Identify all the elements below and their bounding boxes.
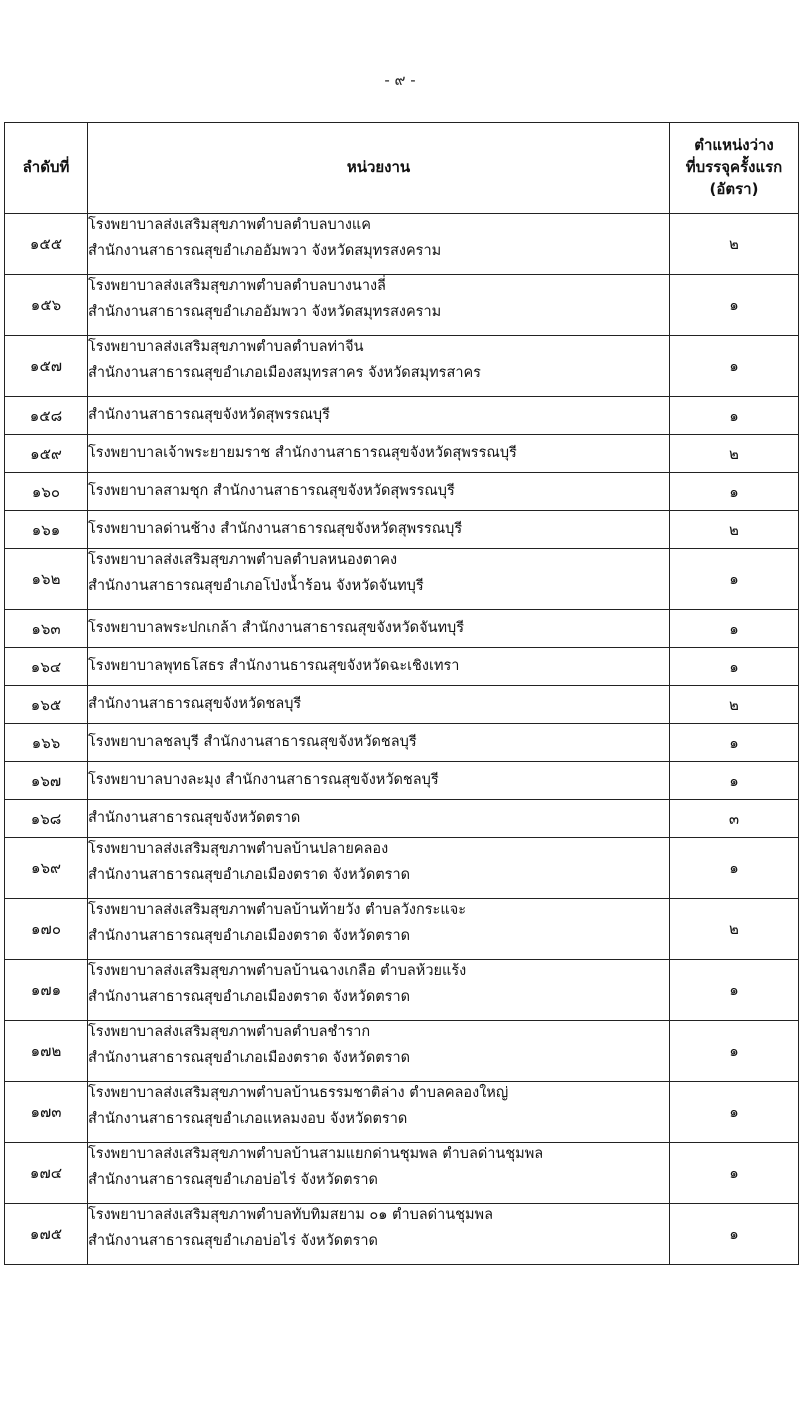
table-row bbox=[5, 336, 799, 397]
unit-name-line: โรงพยาบาลส่งเสริมสุขภาพตำบลทับทิมสยาม ๐๑ ตำบลด่านชุมพล bbox=[88, 1207, 493, 1223]
row-order-number: ๑๖๖ bbox=[5, 724, 88, 762]
unit-name-line: สำนักงานสาธารณสุขอำเภอโป่งน้ำร้อน จังหวัดจันทบุรี bbox=[88, 578, 424, 595]
row-unit-name bbox=[88, 899, 670, 960]
row-vacancy-count: ๑ bbox=[670, 336, 799, 397]
row-unit-name bbox=[88, 610, 670, 648]
row-unit-name bbox=[88, 1082, 670, 1143]
unit-name-line: โรงพยาบาลส่งเสริมสุขภาพตำบลบ้านฉางเกลือ ตำบลห้วยแร้ง bbox=[88, 963, 467, 979]
row-unit-name bbox=[88, 397, 670, 435]
vacancy-table bbox=[4, 122, 799, 1265]
unit-name-line: สำนักงานสาธารณสุขอำเภอเมืองตราด จังหวัดตราด bbox=[88, 1050, 411, 1067]
unit-name-line: โรงพยาบาลส่งเสริมสุขภาพตำบลบ้านธรรมชาติล่าง ตำบลคลองใหญ่ bbox=[88, 1085, 509, 1101]
row-unit-name bbox=[88, 214, 670, 275]
row-order-number: ๑๕๕ bbox=[5, 214, 88, 275]
row-vacancy-count: ๑ bbox=[670, 960, 799, 1021]
row-vacancy-count: ๑ bbox=[670, 275, 799, 336]
table-row bbox=[5, 549, 799, 610]
row-order-number: ๑๕๗ bbox=[5, 336, 88, 397]
unit-name-line: โรงพยาบาลส่งเสริมสุขภาพตำบลตำบลบางแค bbox=[88, 217, 371, 233]
unit-name-line: โรงพยาบาลส่งเสริมสุขภาพตำบลบ้านสามแยกด่านชุมพล ตำบลด่านชุมพล bbox=[88, 1146, 544, 1162]
row-order-number: ๑๕๖ bbox=[5, 275, 88, 336]
unit-name-line: สำนักงานสาธารณสุขอำเภอเมืองตราด จังหวัดตราด bbox=[88, 989, 411, 1006]
row-vacancy-count: ๑ bbox=[670, 1021, 799, 1082]
row-order-number: ๑๖๒ bbox=[5, 549, 88, 610]
table-row bbox=[5, 960, 799, 1021]
unit-name-line: สำนักงานสาธารณสุขอำเภอเมืองตราด จังหวัดตราด bbox=[88, 928, 411, 945]
header-vacancy-line: ที่บรรจุครั้งแรก bbox=[685, 158, 783, 177]
unit-name-line: โรงพยาบาลบางละมุง สำนักงานสาธารณสุขจังหวัดชลบุรี bbox=[88, 772, 439, 789]
row-unit-name bbox=[88, 511, 670, 549]
unit-name-line: โรงพยาบาลส่งเสริมสุขภาพตำบลตำบลบางนางลี่ bbox=[88, 278, 386, 294]
unit-name-line: โรงพยาบาลพุทธโสธร สำนักงานธารณสุขจังหวัดฉะเชิงเทรา bbox=[88, 658, 460, 675]
row-order-number: ๑๖๗ bbox=[5, 762, 88, 800]
row-order-number: ๑๖๘ bbox=[5, 800, 88, 838]
row-vacancy-count: ๑ bbox=[670, 1082, 799, 1143]
table-row bbox=[5, 275, 799, 336]
row-unit-name bbox=[88, 549, 670, 610]
row-unit-name bbox=[88, 686, 670, 724]
row-order-number: ๑๕๘ bbox=[5, 397, 88, 435]
table-row bbox=[5, 899, 799, 960]
unit-name-line: โรงพยาบาลสามชุก สำนักงานสาธารณสุขจังหวัดสุพรรณบุรี bbox=[88, 483, 455, 500]
table-body bbox=[5, 214, 799, 1265]
unit-name-line: โรงพยาบาลส่งเสริมสุขภาพตำบลบ้านปลายคลอง bbox=[88, 841, 389, 857]
header-vacancy-line: (อัตรา) bbox=[709, 179, 759, 198]
row-unit-name bbox=[88, 473, 670, 511]
unit-name-line: โรงพยาบาลพระปกเกล้า สำนักงานสาธารณสุขจังหวัดจันทบุรี bbox=[88, 620, 465, 637]
row-unit-name bbox=[88, 1143, 670, 1204]
row-vacancy-count: ๒ bbox=[670, 899, 799, 960]
table-header bbox=[5, 123, 799, 214]
row-unit-name bbox=[88, 1021, 670, 1082]
row-order-number: ๑๗๐ bbox=[5, 899, 88, 960]
row-unit-name bbox=[88, 724, 670, 762]
row-unit-name bbox=[88, 800, 670, 838]
unit-name-line: สำนักงานสาธารณสุขอำเภอบ่อไร่ จังหวัดตราด bbox=[88, 1233, 378, 1250]
table-row bbox=[5, 511, 799, 549]
table-row bbox=[5, 762, 799, 800]
row-vacancy-count: ๑ bbox=[670, 473, 799, 511]
row-order-number: ๑๕๙ bbox=[5, 435, 88, 473]
row-order-number: ๑๖๔ bbox=[5, 648, 88, 686]
row-unit-name bbox=[88, 1204, 670, 1265]
row-vacancy-count: ๒ bbox=[670, 435, 799, 473]
header-vacancy bbox=[670, 123, 799, 214]
header-order: ลำดับที่ bbox=[5, 123, 88, 214]
table-row bbox=[5, 1204, 799, 1265]
table-row bbox=[5, 397, 799, 435]
unit-name-line: สำนักงานสาธารณสุขอำเภออัมพวา จังหวัดสมุทรสงคราม bbox=[88, 304, 442, 321]
row-vacancy-count: ๑ bbox=[670, 397, 799, 435]
row-vacancy-count: ๒ bbox=[670, 511, 799, 549]
row-vacancy-count: ๑ bbox=[670, 648, 799, 686]
row-vacancy-count: ๑ bbox=[670, 838, 799, 899]
unit-name-line: โรงพยาบาลส่งเสริมสุขภาพตำบลตำบลหนองตาคง bbox=[88, 552, 398, 568]
unit-name-line: โรงพยาบาลส่งเสริมสุขภาพตำบลตำบลชำราก bbox=[88, 1024, 371, 1040]
table-row bbox=[5, 1082, 799, 1143]
header-unit: หน่วยงาน bbox=[88, 123, 670, 214]
row-order-number: ๑๖๙ bbox=[5, 838, 88, 899]
row-vacancy-count: ๒ bbox=[670, 686, 799, 724]
row-vacancy-count: ๑ bbox=[670, 762, 799, 800]
row-vacancy-count: ๓ bbox=[670, 800, 799, 838]
row-order-number: ๑๖๐ bbox=[5, 473, 88, 511]
unit-name-line: โรงพยาบาลชลบุรี สำนักงานสาธารณสุขจังหวัดชลบุรี bbox=[88, 734, 417, 751]
unit-name-line: สำนักงานสาธารณสุขอำเภอบ่อไร่ จังหวัดตราด bbox=[88, 1172, 378, 1189]
table-row bbox=[5, 610, 799, 648]
row-vacancy-count: ๒ bbox=[670, 214, 799, 275]
unit-name-line: โรงพยาบาลด่านช้าง สำนักงานสาธารณสุขจังหวัดสุพรรณบุรี bbox=[88, 521, 463, 538]
row-unit-name bbox=[88, 838, 670, 899]
row-unit-name bbox=[88, 275, 670, 336]
row-vacancy-count: ๑ bbox=[670, 549, 799, 610]
row-order-number: ๑๖๓ bbox=[5, 610, 88, 648]
table-row bbox=[5, 800, 799, 838]
table-row bbox=[5, 686, 799, 724]
unit-name-line: โรงพยาบาลส่งเสริมสุขภาพตำบลตำบลท่าจีน bbox=[88, 339, 364, 355]
table-row bbox=[5, 1021, 799, 1082]
unit-name-line: สำนักงานสาธารณสุขอำเภอเมืองสมุทรสาคร จังหวัดสมุทรสาคร bbox=[88, 365, 481, 382]
table-row bbox=[5, 838, 799, 899]
unit-name-line: สำนักงานสาธารณสุขจังหวัดตราด bbox=[88, 810, 301, 827]
unit-name-line: สำนักงานสาธารณสุขจังหวัดสุพรรณบุรี bbox=[88, 407, 330, 424]
header-vacancy-line: ตำแหน่งว่าง bbox=[694, 136, 774, 155]
table-row bbox=[5, 724, 799, 762]
row-order-number: ๑๗๔ bbox=[5, 1143, 88, 1204]
row-order-number: ๑๗๓ bbox=[5, 1082, 88, 1143]
unit-name-line: สำนักงานสาธารณสุขอำเภออัมพวา จังหวัดสมุทรสงคราม bbox=[88, 243, 442, 260]
unit-name-line: โรงพยาบาลเจ้าพระยายมราช สำนักงานสาธารณสุขจังหวัดสุพรรณบุรี bbox=[88, 445, 517, 462]
row-vacancy-count: ๑ bbox=[670, 1204, 799, 1265]
table-row bbox=[5, 435, 799, 473]
table-row bbox=[5, 1143, 799, 1204]
page-number: - ๙ - bbox=[384, 71, 416, 89]
row-order-number: ๑๗๑ bbox=[5, 960, 88, 1021]
table-row bbox=[5, 473, 799, 511]
row-vacancy-count: ๑ bbox=[670, 1143, 799, 1204]
unit-name-line: โรงพยาบาลส่งเสริมสุขภาพตำบลบ้านท้ายวัง ตำบลวังกระแจะ bbox=[88, 902, 466, 918]
row-vacancy-count: ๑ bbox=[670, 610, 799, 648]
table-row bbox=[5, 648, 799, 686]
row-unit-name bbox=[88, 960, 670, 1021]
table-row bbox=[5, 214, 799, 275]
unit-name-line: สำนักงานสาธารณสุขจังหวัดชลบุรี bbox=[88, 696, 302, 713]
unit-name-line: สำนักงานสาธารณสุขอำเภอแหลมงอบ จังหวัดตราด bbox=[88, 1111, 408, 1128]
row-order-number: ๑๖๕ bbox=[5, 686, 88, 724]
row-order-number: ๑๗๒ bbox=[5, 1021, 88, 1082]
row-unit-name bbox=[88, 435, 670, 473]
row-unit-name bbox=[88, 762, 670, 800]
row-vacancy-count: ๑ bbox=[670, 724, 799, 762]
row-unit-name bbox=[88, 336, 670, 397]
row-order-number: ๑๖๑ bbox=[5, 511, 88, 549]
unit-name-line: สำนักงานสาธารณสุขอำเภอเมืองตราด จังหวัดตราด bbox=[88, 867, 411, 884]
row-order-number: ๑๗๕ bbox=[5, 1204, 88, 1265]
row-unit-name bbox=[88, 648, 670, 686]
